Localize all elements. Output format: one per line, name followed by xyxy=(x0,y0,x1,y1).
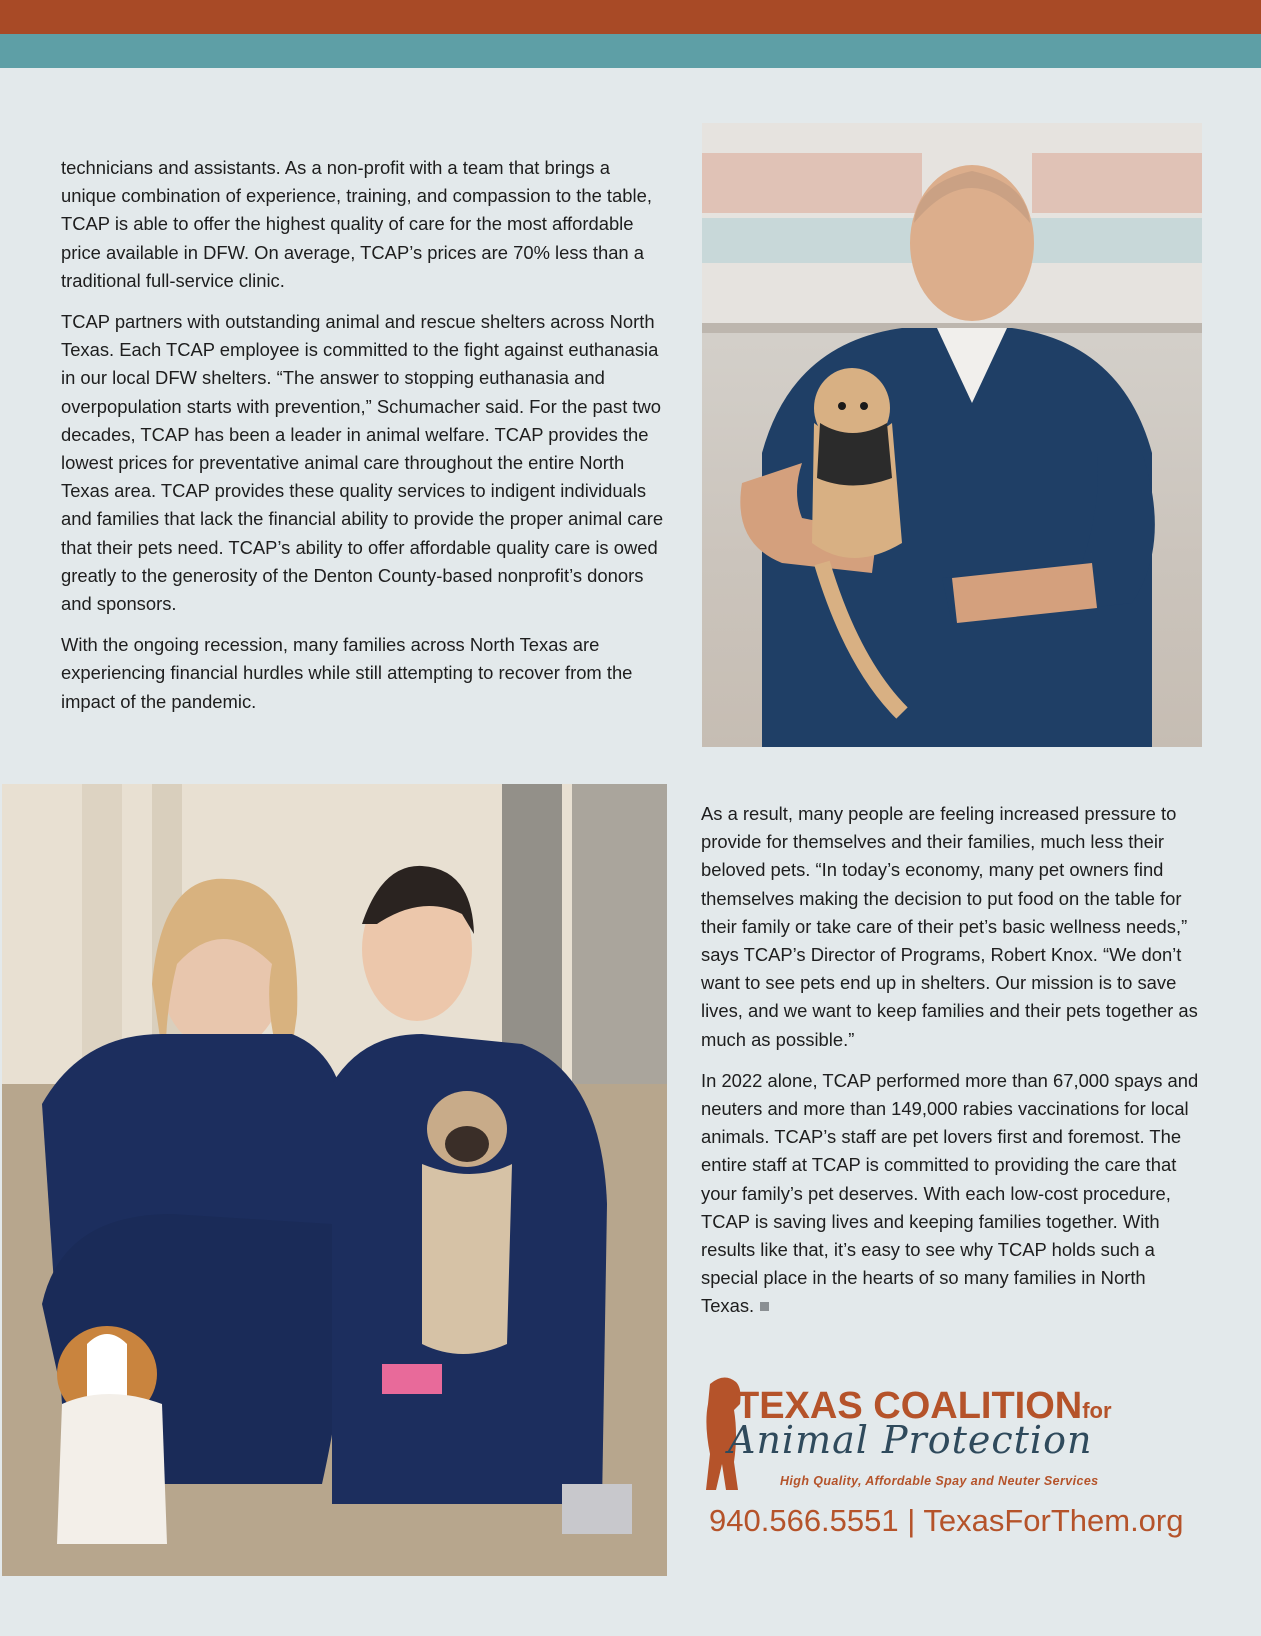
tcap-logo xyxy=(700,1374,1200,1494)
logo-for: for xyxy=(1082,1398,1112,1423)
top-rust-band xyxy=(0,0,1261,34)
article-paragraph: With the ongoing recession, many families across North Texas are experiencing financial hurdles while still attempting to recover from the impact of the pandemic. xyxy=(61,634,633,712)
photo-man-with-chihuahua xyxy=(702,123,1202,747)
article-paragraph xyxy=(701,1067,1201,1321)
article-left-column xyxy=(61,154,666,729)
article-paragraph: As a result, many people are feeling increased pressure to provide for themselves and their families, much less their beloved pets. “In today’s economy, many pet owners find themselves making the decision to put food on the table for their family or take care of their pet’s basic wellness needs,” says TCAP’s Director of Programs, Robert Knox. “We don’t want to see pets end up in shelters. Our mission is to save lives, and we want to keep families and their pets together as much as possible.” xyxy=(701,803,1198,1050)
article-paragraph-text: In 2022 alone, TCAP performed more than 67,000 spays and neuters and more than 149,000 rabies vaccinations for local animals. TCAP’s staff are pet lovers first and foremost. The entire staff at TCAP is committed to providing the care that your family’s pet deserves. With each low-cost procedure, TCAP is saving lives and keeping families together. With results like that, it’s easy to see why TCAP holds such a special place in the hearts of so many families in North Texas. xyxy=(701,1069,1199,1317)
article-paragraph: technicians and assistants. As a non-profit with a team that brings a unique combination of experience, training, and compassion to the table, TCAP is able to offer the highest quality of care for the most affordable price available in DFW. On average, TCAP’s prices are 70% less than a traditional full-service clinic. xyxy=(61,157,652,291)
photo-two-staff-with-dogs xyxy=(2,784,667,1576)
top-teal-band xyxy=(0,34,1261,68)
contact-line: 940.566.5551 | TexasForThem.org xyxy=(709,1503,1184,1538)
end-mark-icon xyxy=(760,1302,769,1311)
logo-tagline: High Quality, Affordable Spay and Neuter Services xyxy=(780,1474,1099,1488)
article-right-column xyxy=(701,800,1201,1334)
article-paragraph: TCAP partners with outstanding animal and rescue shelters across North Texas. Each TCAP employee is committed to the fight against euthanasia in our local DFW shelters. “The answer to stopping euthanasia and overpopulation starts with prevention,” Schumacher said. For the past two decades, TCAP has been a leader in animal welfare. TCAP provides the lowest prices for preventative animal care throughout the entire North Texas area. TCAP provides these quality services to indigent individuals and families that lack the financial ability to provide the proper animal care that their pets need. TCAP’s ability to offer affordable quality care is owed greatly to the generosity of the Denton County-based nonprofit’s donors and sponsors. xyxy=(61,311,664,615)
logo-script: Animal Protection xyxy=(728,1418,1093,1462)
logo-name-text: TEXAS COALITION xyxy=(736,1385,1083,1427)
